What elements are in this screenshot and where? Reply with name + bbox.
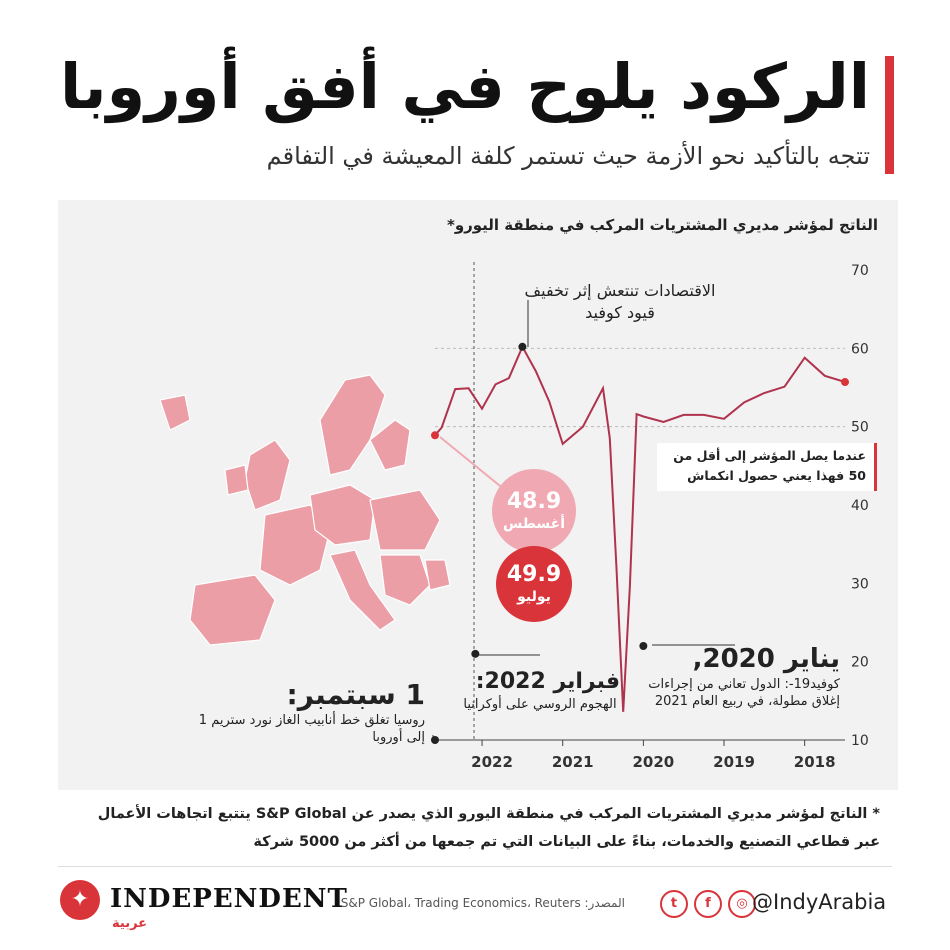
- page-subtitle: تتجه بالتأكيد نحو الأزمة حيث تستمر كلفة المعيشة في التفاقم: [266, 142, 870, 170]
- map-east: [370, 490, 440, 550]
- brand-sub: عربية: [112, 916, 148, 931]
- marker-feb2022: [471, 650, 479, 658]
- page-title: الركود يلوح في أفق أوروبا: [60, 50, 870, 123]
- marker-peak: [518, 343, 526, 351]
- annotation-jan2020: [620, 642, 840, 710]
- x-tick-label: 2022: [471, 753, 513, 771]
- map-finland: [370, 420, 410, 470]
- annotation-september-head: 1 سبتمبر:: [286, 678, 425, 711]
- aug-leader: [440, 437, 505, 490]
- annotation-feb2022: [460, 668, 620, 713]
- y-tick-label: 20: [851, 654, 869, 671]
- facebook-icon[interactable]: f: [694, 890, 722, 918]
- annotation-jan2020-body: كوفيد19-: الدول تعاني من إجراءات إغلاق مطولة، في ربيع العام 2021: [648, 677, 840, 709]
- x-axis-ticks: [471, 740, 835, 771]
- y-tick-label: 50: [851, 419, 869, 436]
- twitter-icon[interactable]: t: [660, 890, 688, 918]
- marker-latest: [431, 431, 439, 439]
- annotation-feb2022-head: فبراير 2022:: [475, 669, 620, 694]
- map-iceland: [160, 395, 190, 430]
- annotation-peak: الاقتصادات تنتعش إثر تخفيف قيود كوفيد: [524, 281, 716, 322]
- instagram-icon[interactable]: ◎: [728, 890, 756, 918]
- y-tick-label: 70: [851, 263, 869, 279]
- independent-eagle-icon: ✦: [60, 880, 100, 920]
- footnote: * الناتج لمؤشر مديري المشتريات المركب في منطقة اليورو الذي يصدر عن S&P Global يتتبع اتجاهات الأعمال عبر قطاعي التصنيع والخدمات، بناءً على البيانات التي تم جمعها من أكثر من 5000 شركة: [97, 806, 880, 850]
- x-tick-label: 2018: [793, 753, 836, 771]
- social-icons: [660, 890, 756, 918]
- source-text: المصدر: S&P Global، Trading Economics، Reuters: [340, 896, 625, 910]
- x-tick-label: 2019: [713, 753, 755, 771]
- social-handle[interactable]: @IndyArabia: [752, 890, 887, 914]
- highlight-july-label: يوليو: [517, 589, 551, 605]
- y-tick-label: 10: [851, 733, 869, 749]
- y-tick-label: 60: [851, 341, 869, 358]
- map-ireland: [225, 465, 248, 495]
- europe-map-icon: [160, 375, 450, 645]
- map-uk: [245, 440, 290, 510]
- x-tick-label: 2021: [551, 753, 594, 771]
- highlight-august: [492, 469, 576, 553]
- highlight-august-value: 48.9: [506, 489, 562, 514]
- map-balkans: [380, 555, 430, 605]
- brand-logo: INDEPENDENT: [110, 884, 348, 914]
- annotation-september-body: روسيا تغلق خط أنابيب الغاز نورد ستريم 1 إلى أوروبا: [198, 713, 425, 745]
- footer-divider: [58, 866, 892, 867]
- highlight-july-value: 49.9: [506, 562, 562, 587]
- y-tick-label: 30: [851, 576, 869, 593]
- map-iberia: [190, 575, 275, 645]
- y-tick-label: 40: [851, 498, 869, 514]
- y-axis-ticks: [851, 263, 869, 749]
- highlight-july: [496, 546, 572, 622]
- marker-start: [841, 378, 849, 386]
- highlight-august-label: أغسطس: [502, 516, 566, 532]
- marker-september: [431, 736, 439, 744]
- annotation-threshold: عندما يصل المؤشر إلى أقل من 50 فهذا يعني حصول انكماش: [657, 443, 877, 491]
- annotation-jan2020-head: يناير 2020,: [692, 644, 840, 674]
- map-romania: [425, 560, 450, 590]
- chart-title: الناتج لمؤشر مديري المشتريات المركب في منطقة اليورو*: [446, 216, 878, 234]
- annotation-feb2022-body: الهجوم الروسي على أوكرانيا: [463, 697, 617, 712]
- annotation-september: [195, 678, 425, 746]
- map-scandinavia: [320, 375, 385, 475]
- x-tick-label: 2020: [632, 753, 675, 771]
